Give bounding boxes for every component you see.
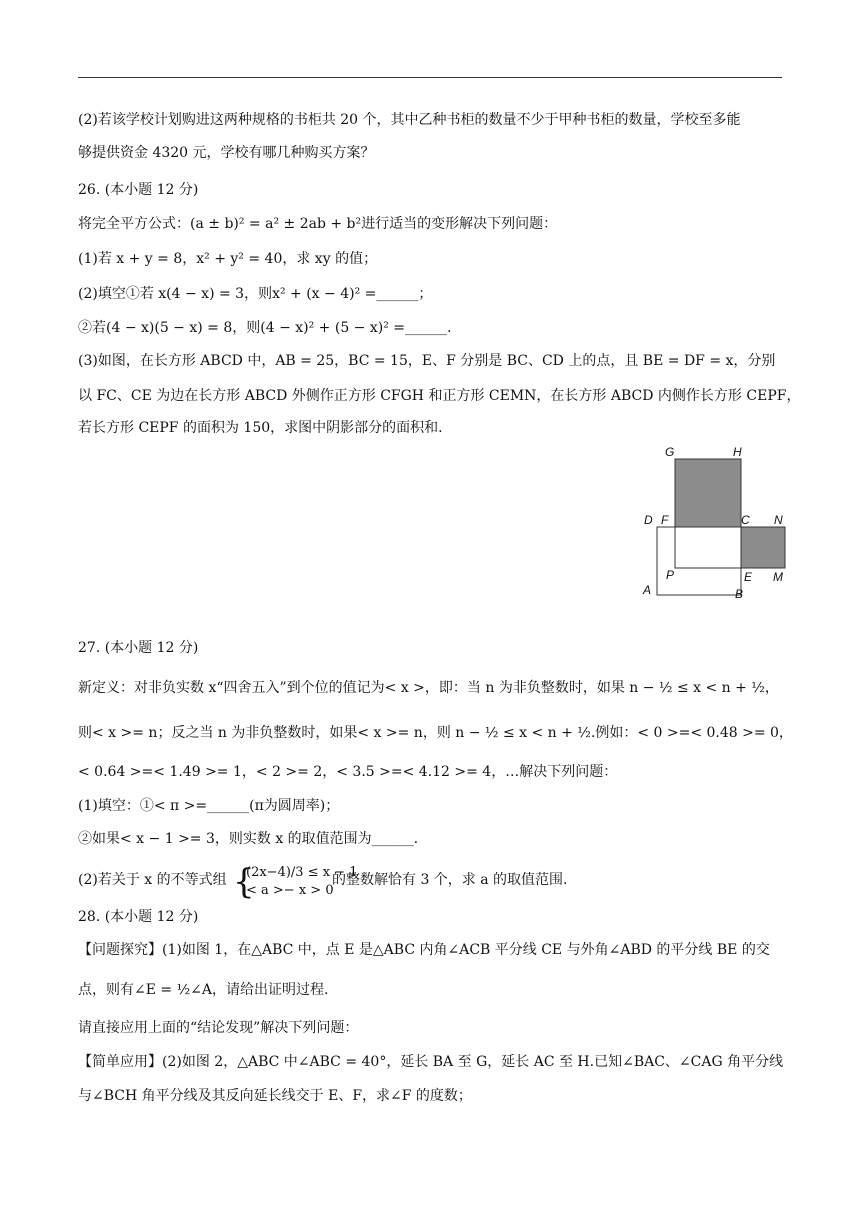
square-cfgh [675, 459, 741, 527]
header-rule [78, 77, 782, 78]
q26-part3-line1: (3)如图，在长方形 ABCD 中，AB = 25，BC = 15，E、F 分别是 BC、CD 上的点，且 BE = DF = x，分别 [78, 353, 776, 369]
q27-heading: 27. (本小题 12 分) [78, 640, 199, 656]
label-a: A [643, 583, 652, 597]
q27-examples: < 0.64 >=< 1.49 >= 1，< 2 >= 2，< 3.5 >=< 4.12 >= 4，…解决下列问题： [78, 764, 618, 780]
q27-part1-b: ②如果< x − 1 >= 3，则实数 x 的取值范围为______. [78, 831, 419, 847]
q26-part1: (1)若 x + y = 8，x² + y² = 40，求 xy 的值； [78, 251, 378, 267]
q26-part2-b: ②若(4 − x)(5 − x) = 8，则(4 − x)² + (5 − x)² =______. [78, 320, 452, 336]
square-cemn [741, 527, 785, 568]
label-e: E [744, 570, 753, 584]
q28-heading: 28. (本小题 12 分) [78, 909, 199, 925]
q26-part3-line2: 以 FC、CE 为边在长方形 ABCD 外侧作正方形 CFGH 和正方形 CEMN，在长方形 ABCD 内侧作长方形 CEPF， [78, 388, 801, 404]
q28-part2-line1: 【简单应用】(2)如图 2，△ABC 中∠ABC = 40°，延长 BA 至 G，延长 AC 至 H.已知∠BAC、∠CAG 角平分线 [78, 1054, 784, 1070]
q27-part2-prefix: (2)若关于 x 的不等式组 [78, 872, 227, 888]
rectangle-cepf [675, 527, 741, 568]
q28-part1-line1: 【问题探究】(1)如图 1，在△ABC 中，点 E 是△ABC 内角∠ACB 平分线 CE 与外角∠ABD 的平分线 BE 的交 [78, 942, 770, 958]
q27-definition-line1: 新定义：对非负实数 x“四舍五入”到个位的值记为< x >，即：当 n 为非负整数时，如果 n − ½ ≤ x < n + ½， [78, 680, 779, 696]
system-row-2: < a >− x > 0 [246, 883, 334, 898]
q28-instruction: 请直接应用上面的“结论发现”解决下列问题： [78, 1020, 359, 1036]
label-g: G [665, 445, 675, 459]
q27-part1-a: (1)填空：①< π >=______(π为圆周率)； [78, 798, 340, 814]
q26-heading: 26. (本小题 12 分) [78, 182, 199, 198]
label-p: P [666, 568, 675, 582]
label-c: C [741, 513, 750, 527]
q26-intro: 将完全平方公式：(a ± b)² = a² ± 2ab + b²进行适当的变形解决下列问题： [78, 216, 558, 232]
q26-part2-a: (2)填空①若 x(4 − x) = 3，则x² + (x − 4)² =______； [78, 286, 433, 302]
system-brace: { [233, 862, 255, 902]
q27-part2-suffix: 的整数解恰有 3 个，求 a 的取值范围. [332, 872, 568, 888]
q27-definition-line2: 则< x >= n；反之当 n 为非负整数时，如果< x >= n，则 n − ½ ≤ x < n + ½.例如：< 0 >=< 0.48 >= 0， [78, 725, 793, 741]
q25-part2-line1: (2)若该学校计划购进这两种规格的书柜共 20 个，其中乙种书柜的数量不少于甲种书柜的数量，学校至多能 [78, 112, 741, 128]
rectangle-figure [635, 438, 795, 608]
label-d: D [644, 513, 653, 527]
q25-part2-line2: 够提供资金 4320 元，学校有哪几种购买方案？ [78, 145, 375, 161]
q26-part3-line3: 若长方形 CEPF 的面积为 150，求图中阴影部分的面积和. [78, 420, 443, 436]
label-b: B [735, 587, 744, 601]
q28-part2-line2: 与∠BCH 角平分线及其反向延长线交于 E、F，求∠F 的度数； [78, 1088, 472, 1104]
rectangle-abcd [657, 527, 741, 595]
label-f: F [661, 513, 669, 527]
label-h: H [733, 445, 742, 459]
label-m: M [773, 570, 783, 584]
system-row-1: (2x−4)/3 ≤ x − 1 [246, 865, 358, 880]
q28-part1-line2: 点，则有∠E = ½∠A，请给出证明过程. [78, 982, 329, 998]
label-n: N [774, 513, 783, 527]
